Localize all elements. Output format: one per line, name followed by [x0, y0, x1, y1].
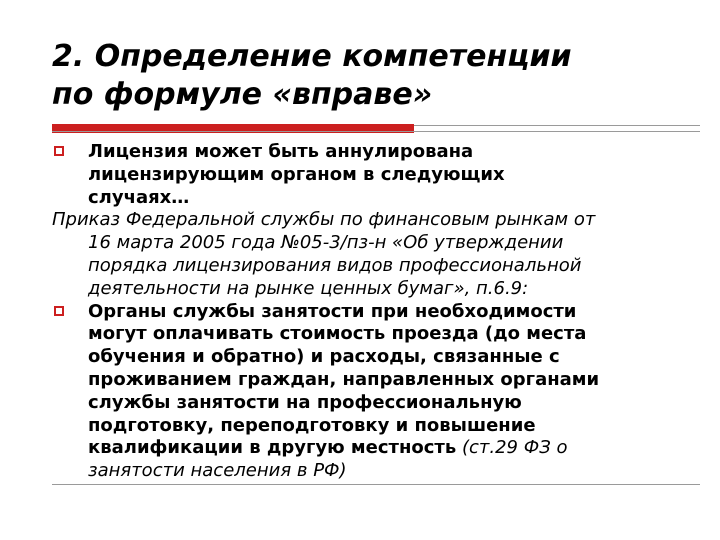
text-line: порядка лицензирования видов профессиональной [88, 254, 582, 276]
slide-body [52, 141, 700, 483]
slide-title [52, 38, 692, 114]
text-line: лицензирующим органом в следующих [88, 163, 505, 185]
text-line: могут оплачивать стоимость проезда (до места [88, 323, 587, 345]
text-line-bold-part: квалификации в другую местность [88, 437, 457, 459]
text-line: случаях… [88, 186, 190, 208]
law-citation-part-1: (ст.29 ФЗ о [456, 437, 568, 459]
slide-title-line-1: 2. Определение компетенции [52, 39, 572, 74]
text-line: 16 марта 2005 года №05-3/пз-н «Об утверждении [88, 232, 564, 254]
footer-divider [52, 484, 700, 485]
bullet-license-annulment-text [88, 141, 700, 209]
text-line [88, 437, 700, 460]
bullet-employment-service-expenses [52, 301, 700, 483]
text-line: Лицензия может быть аннулирована [88, 141, 474, 162]
text-line: Органы службы занятости при необходимости [88, 300, 577, 322]
source-reference-fsfr-order [52, 209, 700, 300]
text-line: службы занятости на профессиональную [88, 391, 522, 413]
law-citation-part-2: занятости населения в РФ) [88, 460, 347, 482]
text-line: проживанием граждан, направленных органами [88, 368, 600, 390]
text-line: Приказ Федеральной службы по финансовым рынкам от [52, 209, 596, 231]
bullet-employment-service-expenses-text [88, 301, 700, 483]
title-divider-gray-bottom [52, 131, 700, 132]
text-line: деятельности на рынке ценных бумаг», п.6.9: [88, 277, 529, 299]
slide-title-line-2: по формуле «вправе» [52, 77, 433, 112]
text-line: подготовку, переподготовку и повышение [88, 414, 536, 436]
bullet-license-annulment [52, 141, 700, 209]
hollow-square-bullet-icon [54, 146, 64, 156]
text-line: обучения и обратно) и расходы, связанные с [88, 346, 560, 368]
hollow-square-bullet-icon [54, 306, 64, 316]
